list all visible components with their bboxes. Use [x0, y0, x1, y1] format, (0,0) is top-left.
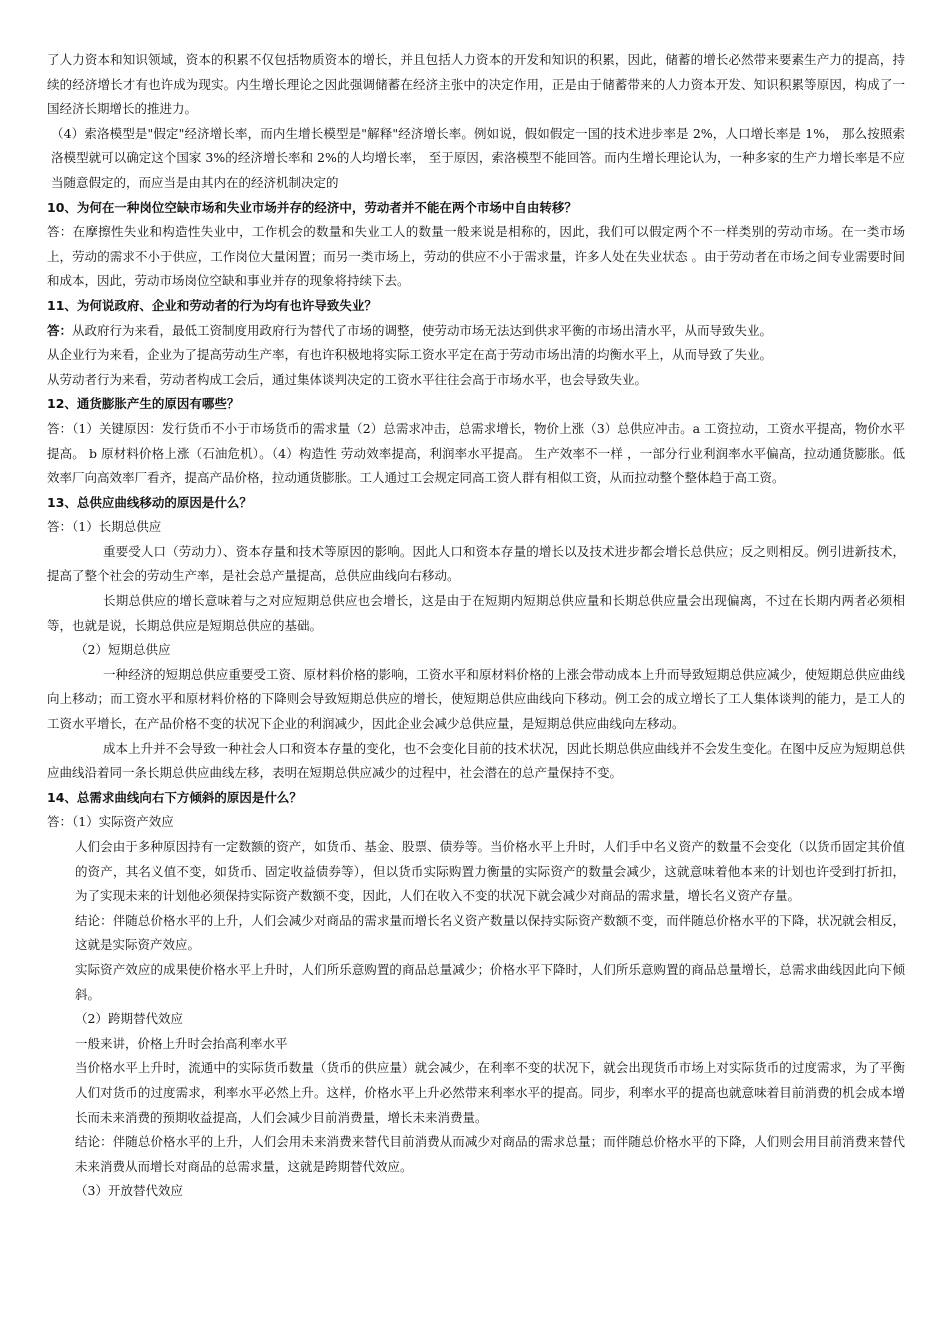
question-14-paragraph-1: 人们会由于多种原因持有一定数额的资产，如货币、基金、股票、债券等。当价格水平上升时，人们手中名义资产的数量不会变化（以货币固定其价值的资产，其名义值不变，如货币、固定收益债券等），但以货币实际购置力衡量的实际资产的数量会减少，这就意味着他本来的计划也许受到打折扣，为了实现未来的计划他必须保持实际资产数额不变，因此，人们在收入不变的状况下就会减少对商品的需求量，增长名义资产存量。	[75, 839, 905, 904]
intro-paragraph-2: （4）索洛模型是"假定"经济增长率，而内生增长模型是"解释"经济增长率。例如说，假如假定一国的技术进步率是 2%，人口增长率是 1%， 那么按照索洛模型就可以确定这个国家 3%的经济增长率和 2%的人均增长率， 至于原因，索洛模型不能回答。而内生增长理论认为，一种多家的生产力增长率是不应当随意假定的，而应当是由其内在的经济机制决定的	[51, 125, 905, 190]
intro-paragraph-1: 了人力资本和知识领域，资本的积累不仅包括物质资本的增长，并且包括人力资本的开发和知识的积累，因此，储蓄的增长必然带来要素生产力的提高，持续的经济增长才有也许成为现实。内生增长理论之因此强调储蓄在经济主张中的决定作用，正是由于储蓄带来的人力资本开发、知识积累等原因，构成了一国经济长期增长的推进力。	[47, 52, 905, 117]
question-12-title: 12、通货膨胀产生的原因有哪些？	[47, 396, 240, 412]
answer-label: 答：	[47, 322, 73, 338]
question-14-paragraph-4: 一般来讲，价格上升时会抬高利率水平	[75, 1035, 288, 1051]
question-10-title: 10、为何在一种岗位空缺市场和失业市场并存的经济中，劳动者并不能在两个市场中自由转移？	[47, 199, 577, 215]
question-13-subheading-2: （2）短期总供应	[75, 642, 171, 658]
question-14-title: 14、总需求曲线向右下方倾斜的原因是什么？	[47, 789, 302, 805]
question-14-paragraph-3: 实际资产效应的成果使价格水平上升时，人们所乐意购置的商品总量减少；价格水平下降时，人们所乐意购置的商品总量增长，总需求曲线因此向下倾斜。	[75, 961, 905, 1002]
question-13-title: 13、总供应曲线移动的原因是什么？	[47, 494, 252, 510]
question-13-paragraph-2: 长期总供应的增长意味着与之对应短期总供应也会增长，这是由于在短期内短期总供应量和长期总供应量会出现偏离，不过在长期内两者必须相等，也就是说，长期总供应是短期总供应的基础。	[47, 593, 905, 633]
question-13-subheading-1: 答：（1）长期总供应	[47, 519, 162, 535]
document-page	[47, 48, 905, 1204]
question-11-answer-1	[47, 319, 905, 344]
question-12-answer: 答：（1）关键原因：发行货币不小于市场货币的需求量（2）总需求冲击，总需求增长，物价上涨（3）总供应冲击。a 工资拉动，工资水平提高，物价水平提高。 b 原材料价格上涨（石油危机）。（4）构造性 劳动效率提高，利润率水平提高。 生产效率不一样 ，一部分行业利润率水平偏高，拉动通货膨胀。低效率厂向高效率厂看齐，提高产品价格，拉动通货膨胀。工人通过工会规定同高工资人群有相似工资，从而拉动整个整体趋于高工资。	[47, 420, 905, 486]
question-13-paragraph-4: 成本上升并不会导致一种社会人口和资本存量的变化，也不会变化目前的技术状况，因此长期总供应曲线并不会发生变化。在图中反应为短期总供应曲线沿着同一条长期总供应曲线左移，表明在短期总供应减少的过程中，社会潜在的总产量保持不变。	[47, 740, 905, 781]
question-11-title: 11、为何说政府、企业和劳动者的行为均有也许导致失业？	[47, 297, 377, 313]
question-13-paragraph-3: 一种经济的短期总供应重要受工资、原材料价格的影响，工资水平和原材料价格的上涨会带动成本上升而导致短期总供应减少，使短期总供应曲线向上移动；而工资水平和原材料价格的下降则会导致短期总供应的增长，使短期总供应曲线向下移动。例工会的成立增长了工人集体谈判的能力，是工人的工资水平增长，在产品价格不变的状况下企业的利润减少，因此企业会减少总供应量，是短期总供应曲线向左移动。	[47, 666, 905, 732]
question-14-paragraph-2: 结论：伴随总价格水平的上升，人们会减少对商品的需求量而增长名义资产数量以保持实际资产数额不变，而伴随总价格水平的下降，状况就会相反，这就是实际资产效应。	[75, 912, 905, 953]
question-11-answer-3: 从劳动者行为来看，劳动者构成工会后，通过集体谈判决定的工资水平往往会高于市场水平，也会导致失业。	[47, 371, 648, 387]
answer-text: 从政府行为来看，最低工资制度用政府行为替代了市场的调整，使劳动市场无法达到供求平衡的市场出清水平，从而导致失业。	[72, 322, 773, 338]
question-14-paragraph-5: 当价格水平上升时，流通中的实际货币数量（货币的供应量）就会减少，在利率不变的状况下，就会出现货币市场上对实际货币的过度需求，为了平衡人们对货币的过度需求，利率水平必然上升。这样，价格水平上升必然带来利率水平的提高。同步，利率水平的提高也就意味着目前消费的机会成本增长而未来消费的预期收益提高，人们会减少目前消费量，增长未来消费量。	[75, 1060, 905, 1125]
question-10-answer: 答：在摩擦性失业和构造性失业中，工作机会的数量和失业工人的数量一般来说是相称的，因此，我们可以假定两个不一样类别的劳动市场。在一类市场上，劳动的需求不小于供应，工作岗位大量闲置；而另一类市场上，劳动的供应不小于需求量，许多人处在失业状态 。由于劳动者在市场之间专业需要时间和成本，因此，劳动市场岗位空缺和事业并存的现象将持续下去。	[47, 224, 905, 289]
question-14-paragraph-6: 结论：伴随总价格水平的上升，人们会用未来消费来替代目前消费从而减少对商品的需求总量；而伴随总价格水平的下降，人们则会用目前消费来替代未来消费从而增长对商品的总需求量，这就是跨期替代效应。	[75, 1134, 905, 1174]
question-11-answer-2: 从企业行为来看，企业为了提高劳动生产率，有也许积极地将实际工资水平定在高于劳动市场出清的均衡水平上，从而导致了失业。	[47, 347, 773, 363]
question-14-subheading-3: （3）开放替代效应	[75, 1183, 183, 1199]
question-14-subheading-2: （2）跨期替代效应	[75, 1011, 183, 1027]
question-14-subheading-1: 答：（1）实际资产效应	[47, 814, 174, 830]
question-13-paragraph-1: 重要受人口（劳动力）、资本存量和技术等原因的影响。因此人口和资本存量的增长以及技术进步都会增长总供应；反之则相反。例引进新技术，提高了整个社会的劳动生产率，是社会总产量提高，总供应曲线向右移动。	[47, 543, 905, 584]
